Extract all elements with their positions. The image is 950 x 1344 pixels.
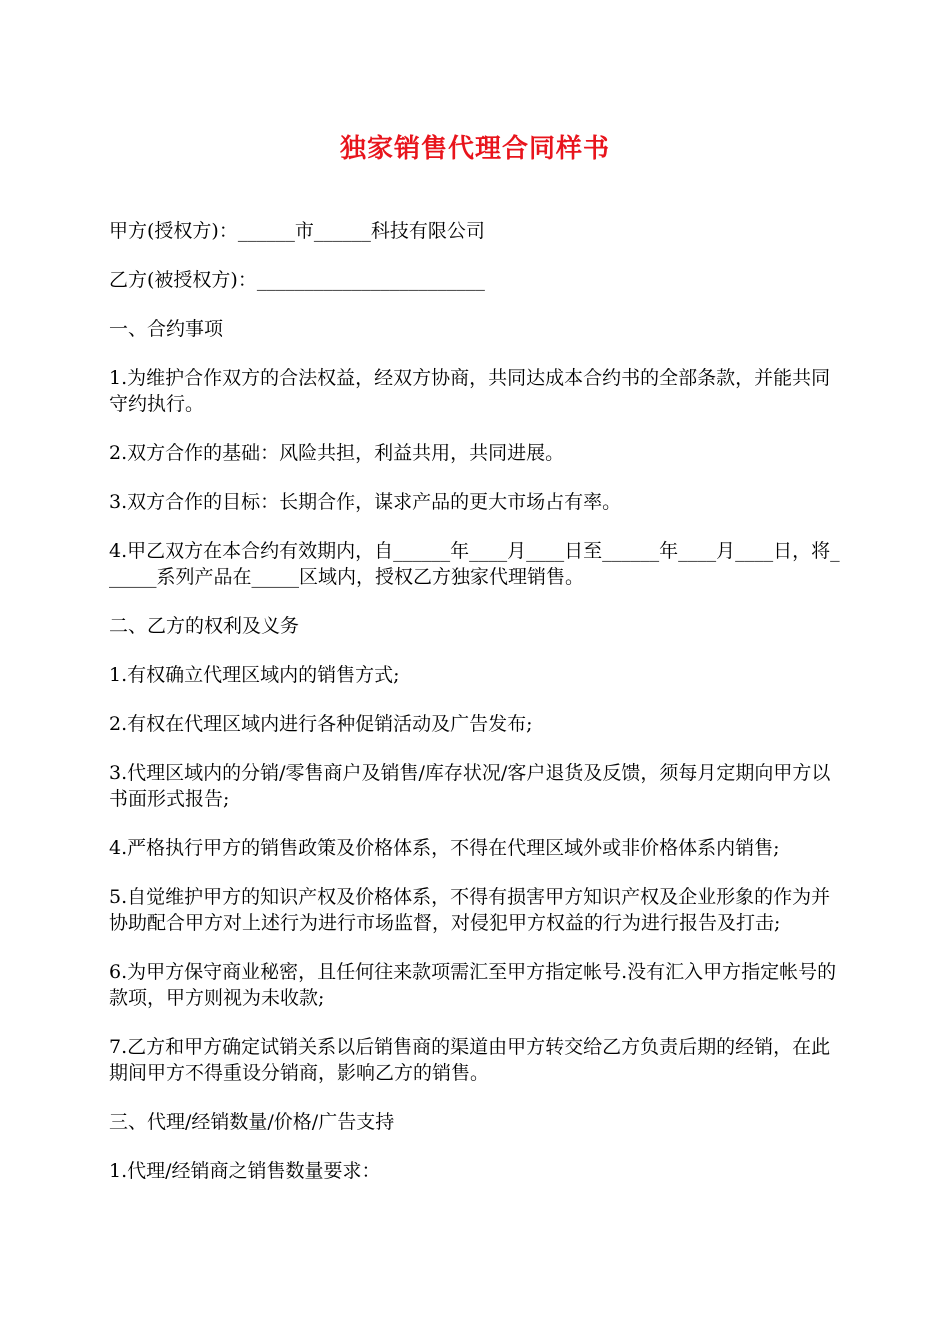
section-heading-1: 一、合约事项 bbox=[109, 318, 224, 340]
clause-2-2: 2.有权在代理区域内进行各种促销活动及广告发布; bbox=[109, 713, 533, 735]
clause-2-5: 5.自觉维护甲方的知识产权及价格体系，不得有损害甲方知识产权及企业形象的作为并协助配合甲方对上述行为进行市场监督，对侵犯甲方权益的行为进行报告及打击; bbox=[109, 886, 831, 934]
document-title: 独家销售代理合同样书 bbox=[339, 134, 610, 164]
party-b-line: 乙方(被授权方)：________________________ bbox=[109, 269, 485, 291]
clause-2-3: 3.代理区域内的分销/零售商户及销售/库存状况/客户退货及反馈，须每月定期向甲方以书面形式报告; bbox=[109, 762, 831, 810]
clause-2-6: 6.为甲方保守商业秘密，且任何往来款项需汇至甲方指定帐号.没有汇入甲方指定帐号的款项，甲方则视为未收款; bbox=[109, 961, 837, 1009]
document-body bbox=[109, 218, 844, 1207]
clause-2-1: 1.有权确立代理区域内的销售方式; bbox=[109, 664, 400, 686]
clause-1-4: 4.甲乙双方在本合约有效期内，自______年____月____日至______年____月____日，将______系列产品在_____区域内，授权乙方独家代理销售。 bbox=[109, 540, 840, 588]
party-a-line: 甲方(授权方)：______市______科技有限公司 bbox=[109, 220, 485, 242]
clause-2-4: 4.严格执行甲方的销售政策及价格体系，不得在代理区域外或非价格体系内销售; bbox=[109, 837, 780, 859]
section-heading-2: 二、乙方的权利及义务 bbox=[109, 615, 300, 637]
section-heading-3: 三、代理/经销数量/价格/广告支持 bbox=[109, 1111, 395, 1133]
clause-1-3: 3.双方合作的目标：长期合作，谋求产品的更大市场占有率。 bbox=[109, 491, 622, 513]
clause-1-1: 1.为维护合作双方的合法权益，经双方协商，共同达成本合约书的全部条款，并能共同守约执行。 bbox=[109, 367, 831, 415]
clause-1-2: 2.双方合作的基础：风险共担，利益共用，共同进展。 bbox=[109, 442, 565, 464]
clause-2-7: 7.乙方和甲方确定试销关系以后销售商的渠道由甲方转交给乙方负责后期的经销，在此期间甲方不得重设分销商，影响乙方的销售。 bbox=[109, 1036, 831, 1084]
clause-3-1: 1.代理/经销商之销售数量要求： bbox=[109, 1160, 381, 1182]
